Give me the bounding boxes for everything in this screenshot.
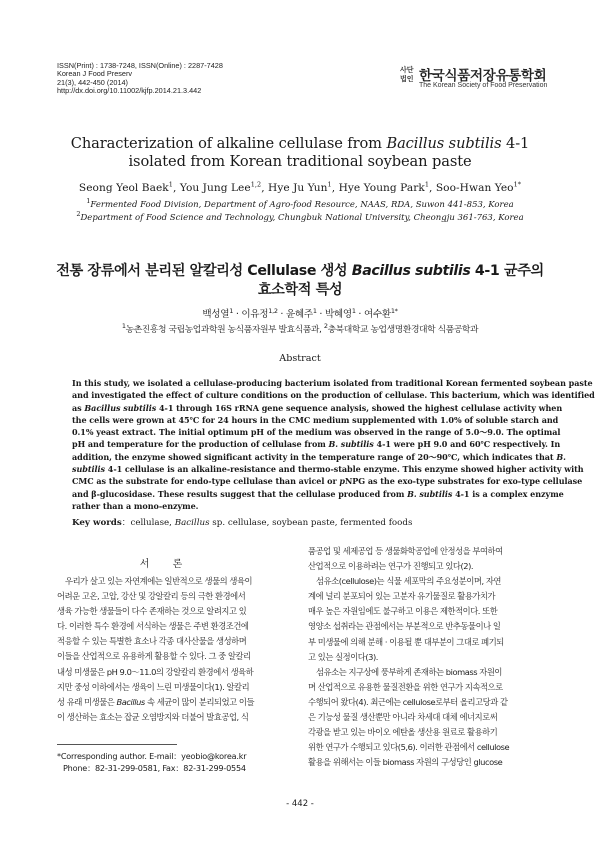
text-line xyxy=(72,377,593,389)
text-segment: 4-1 through 16S rRNA gene sequence analysis, showed the highest cellulase activity when xyxy=(156,402,563,413)
text-line xyxy=(308,650,548,665)
text-line xyxy=(57,574,289,589)
text-segment: the cells were grown at 45℃ for 24 hours in the CMC medium supplemented with 1.0% of soluble starch and xyxy=(72,414,559,425)
keywords-label: Key words xyxy=(72,518,122,528)
text-line xyxy=(57,695,289,710)
affiliation-sup: 2 xyxy=(76,210,81,219)
author-name: 박혜영 xyxy=(324,309,352,320)
text-segment: 이들을 산업적으로 유용하게 활용할 수 있다. 그 중 알칼리 xyxy=(57,651,251,662)
text-segment: 4-1 cellulase is an alkaline-resistance and thermo-stable enzyme. This enzyme showed higher activity with xyxy=(105,464,584,475)
text-segment: 위한 연구가 수행되고 있다(5,6). 이러한 관점에서 cellulose xyxy=(308,742,510,753)
society-name-en: The Korean Society of Food Preservation xyxy=(419,82,548,89)
text-line xyxy=(72,402,563,414)
author-sup: 1 xyxy=(312,306,317,315)
text-line xyxy=(72,475,583,487)
affiliation-text: 농촌진흥청 국립농업과학원 농식품자원부 발효식품과, xyxy=(125,325,324,335)
text-segment: 수행되어 왔다(4). 최근에는 cellulose로부터 올리고당과 같 xyxy=(308,696,508,707)
affiliation-text: Fermented Food Division, Department of Agro-food Resource, NAAS, RDA, Suwon 441-853, Korea xyxy=(90,200,514,210)
journal-name: Korean J Food Preserv xyxy=(57,69,133,79)
italic-term: B. xyxy=(556,451,566,462)
affiliation-korean xyxy=(40,322,560,335)
intro-heading: 서 론 xyxy=(139,559,193,570)
society-logo xyxy=(400,64,570,94)
keywords-text: sp. cellulase, soybean paste, fermented foods xyxy=(209,518,413,528)
title-text: 4-1 xyxy=(501,135,530,152)
text-segment: 0.1% yeast extract. The initial optimum pH of the medium was observed in the range of 5.0～9.0. The optimal xyxy=(72,427,561,438)
title-korean-line2: 효소학적 특성 xyxy=(257,282,343,298)
author-sup: 1,2 xyxy=(268,306,278,315)
italic-term: B. subtilis xyxy=(407,488,453,499)
author-name: 윤혜주 xyxy=(285,309,313,320)
text-segment: 다. 이러한 특수 환경에 서식하는 생물은 주변 환경조건에 xyxy=(57,621,249,632)
journal-info xyxy=(57,62,337,96)
text-segment: 4-1 were pH 9.0 and 60℃ respectively. In xyxy=(373,439,561,450)
text-segment: 내성 미생물은 pH 9.0～11.0의 강알칼리 환경에서 생육하 xyxy=(57,666,254,677)
text-segment: 이 생산하는 효소는 잡균 오염방지와 더불어 발효공업, 식 xyxy=(57,711,249,722)
text-segment: 영양소 섭취라는 관점에서는 부분적으로 반추동물이나 일 xyxy=(308,621,501,632)
text-line xyxy=(57,619,289,634)
author-sup: 1* xyxy=(513,180,522,189)
text-segment: 부 미생물에 의해 분해 · 이용될 뿐 대부분이 그대로 폐기되 xyxy=(308,636,504,647)
footnote-phone-line: Phone：82-31-299-0581, Fax：82-31-299-0554 xyxy=(63,763,246,773)
title-english xyxy=(40,135,560,171)
authors-korean: 백성열$^1$ · 이유정$^{1,2}$ · 윤혜주$^1$ · 박혜영$^1$ · 여수환$^{1*}$ xyxy=(202,306,398,320)
affiliation-english-1 xyxy=(40,197,560,210)
text-segment: 생육 가능한 생물들이 다수 존재하는 것으로 알려지고 있 xyxy=(57,606,247,617)
journal-volume: 21(3), 442-450 (2014) xyxy=(57,77,128,87)
text-line xyxy=(308,544,548,559)
text-segment: 은 기능성 물질 생산뿐만 아니라 차세대 대체 에너지로써 xyxy=(308,712,498,723)
text-line xyxy=(72,426,561,438)
text-segment: 섬유소(cellulose)는 식물 세포막의 주요성분이며, 자연 xyxy=(316,576,501,587)
author-sup: 1 xyxy=(168,180,173,189)
text-segment: addition, the enzyme showed significant activity in the temperature range of 20～90℃, which indicates that xyxy=(72,451,557,462)
keywords-text: cellulase, xyxy=(130,518,175,528)
text-segment: 품공업 및 세제공업 등 생물화학공업에 안정성을 부여하여 xyxy=(308,546,503,556)
text-segment: 각광을 받고 있는 바이오 에탄올 생산용 원료로 활용하기 xyxy=(308,727,498,738)
author-sup: 1,2 xyxy=(250,180,262,189)
title-korean xyxy=(40,262,560,300)
title-species: Bacillus subtilis xyxy=(386,135,502,152)
italic-term: B. subtilis xyxy=(328,439,374,450)
italic-term: subtilis xyxy=(72,464,106,475)
text-line xyxy=(72,389,595,401)
text-segment: NPG as the exo-type substrates for exo-type cellulase xyxy=(344,476,583,487)
abstract-heading: Abstract xyxy=(279,353,321,364)
title-species: Bacillus subtilis xyxy=(351,263,471,279)
text-segment: 4-1 is a complex enzyme xyxy=(452,488,564,499)
text-line xyxy=(72,451,566,463)
affiliation-sup: 1 xyxy=(121,322,126,331)
title-text: Characterization of alkaline cellulase from xyxy=(70,135,387,152)
keywords xyxy=(72,516,530,528)
text-line xyxy=(57,665,289,680)
text-line xyxy=(308,559,548,574)
text-segment: 우리가 살고 있는 자연계에는 일반적으로 생물의 생육이 xyxy=(65,576,253,586)
author-sup: 1 xyxy=(327,180,332,189)
text-segment: 어려운 고온, 고압, 강산 및 강알칼리 등의 극한 환경에서 xyxy=(57,591,246,602)
author-name: Soo-Hwan Yeo xyxy=(435,182,514,194)
text-line xyxy=(308,740,548,755)
text-line xyxy=(57,589,289,604)
title-korean-line1 xyxy=(40,262,560,281)
author-name: You Jung Lee xyxy=(179,182,251,194)
footnote-email-line: *Corresponding author. E-mail：yeobio@korea.kr xyxy=(57,751,247,761)
text-segment: 속 세균이 많이 분리되었고 이들 xyxy=(144,696,255,707)
text-line xyxy=(72,488,564,500)
italic-term: Bacillus xyxy=(116,696,145,707)
society-mark: 사단 법인 xyxy=(400,67,414,83)
author-name: 이유정 xyxy=(241,309,269,320)
text-line xyxy=(57,680,289,695)
text-line xyxy=(308,665,548,680)
text-line xyxy=(308,619,548,634)
intro-left-column xyxy=(57,574,289,725)
title-english-line2: isolated from Korean traditional soybean paste xyxy=(128,153,472,170)
affiliation-english-2 xyxy=(40,210,560,223)
text-line xyxy=(57,634,289,649)
journal-issn: ISSN(Print) : 1738-7248, ISSN(Online) : 2287-7428 xyxy=(57,61,223,70)
affiliation-sup: 1 xyxy=(86,197,91,206)
text-segment: and β-glucosidase. These results suggest that the cellulase produced from xyxy=(72,488,408,499)
author-name: Hye Ju Yun xyxy=(268,182,328,194)
text-segment: 산업적으로 이용하려는 연구가 진행되고 있다(2). xyxy=(308,561,474,572)
text-segment: 적응할 수 있는 특별한 효소나 각종 대사산물을 생성하며 xyxy=(57,636,247,647)
text-segment: pH and temperature for the production of cellulase from xyxy=(72,439,329,450)
text-segment: In this study, we isolated a cellulase-producing bacterium isolated from traditional Korean fermented soybean paste xyxy=(72,378,593,388)
keywords-separator: ： xyxy=(121,518,131,528)
italic-term: Bacillus subtilis xyxy=(84,402,157,413)
text-line xyxy=(57,604,289,619)
text-line xyxy=(308,725,548,740)
title-english-line1 xyxy=(40,135,560,153)
author-sup: 1 xyxy=(351,306,356,315)
text-line xyxy=(72,463,584,475)
text-segment: and investigated the effect of culture conditions on the production of cellulase. This bacterium, which was identified xyxy=(72,390,595,401)
text-segment: 며 산업적으로 유용한 물질전환을 위한 연구가 지속적으로 xyxy=(308,681,503,692)
text-line xyxy=(308,604,548,619)
text-segment: 섬유소는 지구상에 풍부하게 존재하는 biomass 자원이 xyxy=(316,666,502,677)
author-sup: 1* xyxy=(390,306,398,315)
title-text: 전통 장류에서 분리된 알칼리성 Cellulase 생성 xyxy=(56,263,352,279)
text-segment: 계에 널리 분포되어 있는 고분자 유기물질로 활용가치가 xyxy=(308,591,496,602)
text-line xyxy=(72,414,559,426)
text-segment: CMC as the substrate for endo-type cellulase than avicel or xyxy=(72,476,340,487)
text-line xyxy=(72,500,530,512)
affiliation-text: 충북대학교 농업생명환경대학 식품공학과 xyxy=(327,325,479,335)
corresponding-footnote xyxy=(57,750,246,774)
author-sup: 1 xyxy=(229,306,234,315)
authors-english: Seong Yeol Baek$^1$, You Jung Lee$^{1,2}$, Hye Ju Yun$^1$, Hye Young Park$^1$, Soo-Hwan Yeo$^{1*}$ xyxy=(78,180,522,194)
text-line xyxy=(308,635,548,650)
affiliation-sup: 2 xyxy=(323,322,328,331)
text-segment: as xyxy=(72,402,85,413)
author-name: 여수환 xyxy=(363,309,391,320)
footnote-divider xyxy=(57,744,177,745)
text-line xyxy=(308,710,548,725)
text-segment: 활용을 위해서는 이들 biomass 자원의 구성당인 glucose xyxy=(308,757,503,768)
text-line xyxy=(72,438,561,450)
keywords-genus: Bacillus xyxy=(174,518,210,528)
text-segment: rather than a mono-enzyme. xyxy=(72,500,199,511)
title-text: 4-1 균주의 xyxy=(470,263,544,279)
text-line xyxy=(308,680,548,695)
text-line xyxy=(57,649,289,664)
journal-doi[interactable]: http://dx.doi.org/10.11002/kjfp.2014.21.3.442 xyxy=(57,86,202,96)
abstract-body xyxy=(72,377,595,512)
text-segment: 성 유래 미생물은 xyxy=(57,696,117,707)
text-segment: 고 있는 실정이다(3). xyxy=(308,651,378,662)
text-line xyxy=(308,695,548,710)
author-sup: 1 xyxy=(424,180,430,189)
text-segment: 매우 높은 자원임에도 불구하고 이용은 제한적이다. 또한 xyxy=(308,606,498,617)
author-name: 백성열 xyxy=(202,309,230,320)
italic-term: p xyxy=(339,476,345,487)
text-line xyxy=(308,755,548,770)
text-line xyxy=(308,574,548,589)
society-name-ko: 한국식품저장유통학회 xyxy=(419,68,547,84)
author-name: Seong Yeol Baek xyxy=(78,182,169,194)
intro-right-column xyxy=(308,544,548,770)
text-line xyxy=(57,710,289,725)
text-line xyxy=(308,589,548,604)
author-name: Hye Young Park xyxy=(338,182,425,194)
text-segment: 지만 중성 이하에서는 생육이 느린 미생물이다(1). 알칼리 xyxy=(57,681,250,692)
page-number: - 442 - xyxy=(286,799,314,809)
affiliation-text: Department of Food Science and Technology, Chungbuk National University, Cheongju 361-763, Korea xyxy=(80,213,524,223)
